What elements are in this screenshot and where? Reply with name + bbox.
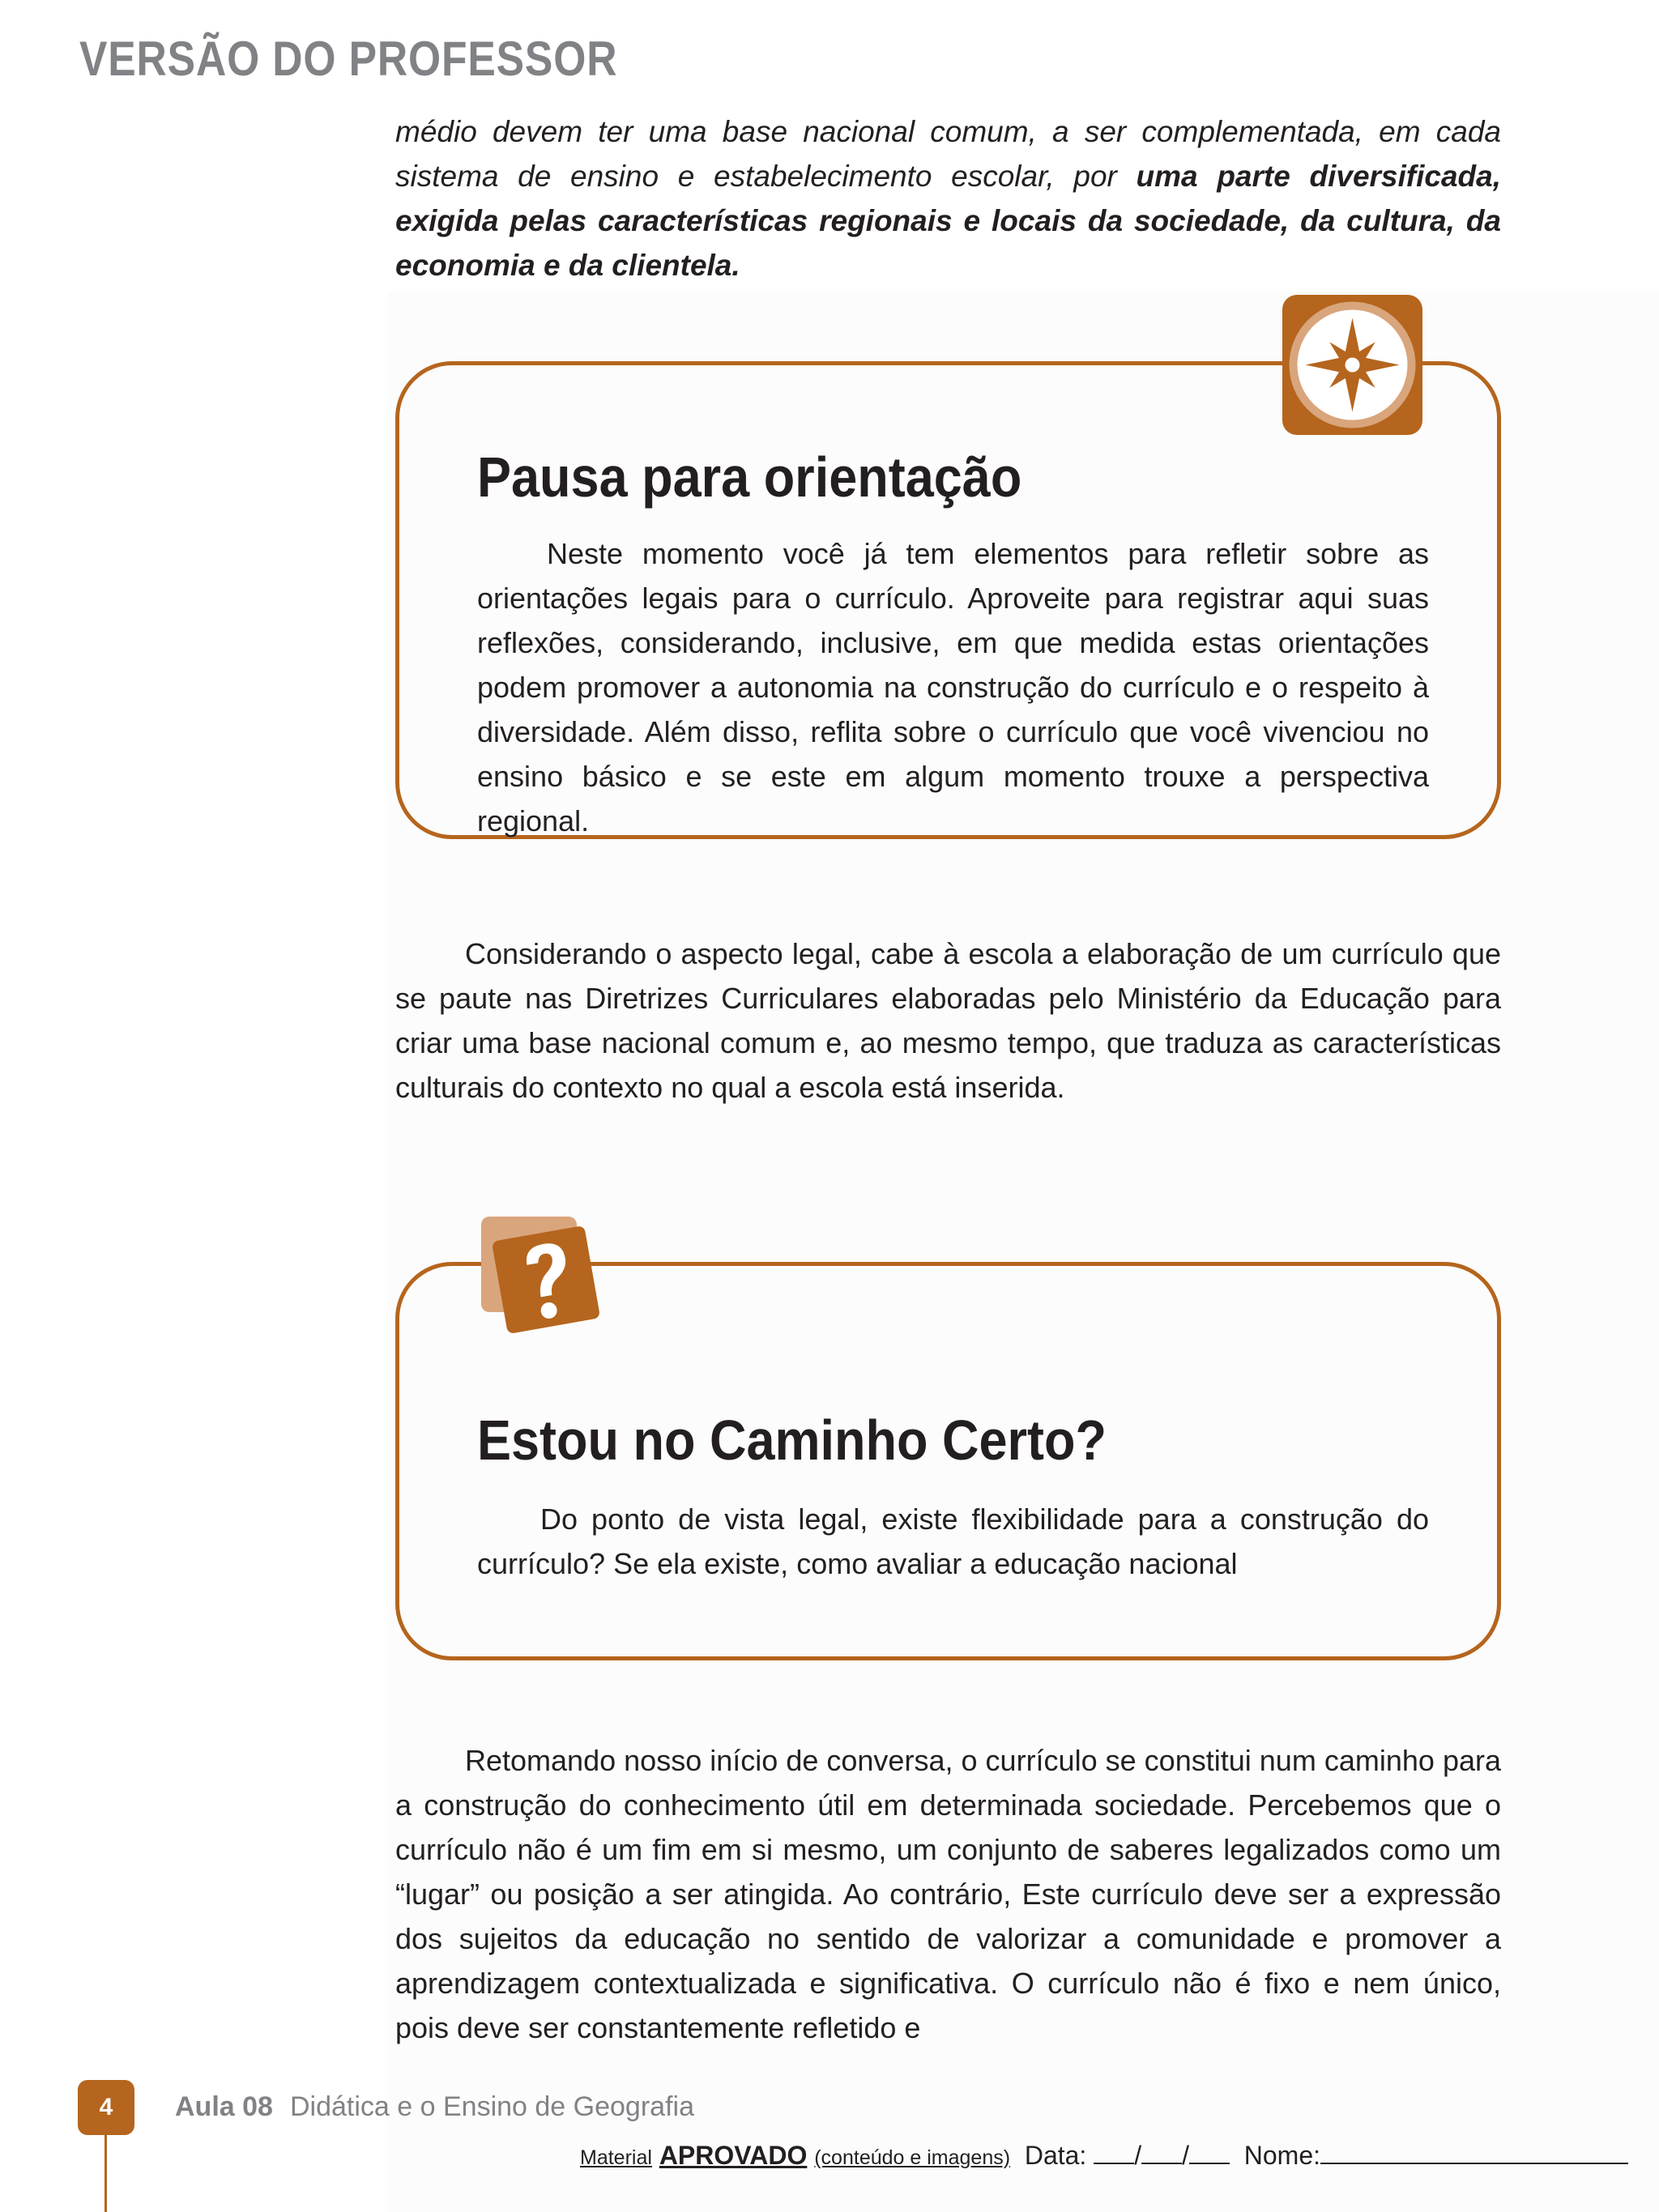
stamp-approved-label: APROVADO xyxy=(659,2141,808,2170)
intro-paragraph xyxy=(395,109,1501,288)
paragraph-2-text: Retomando nosso início de conversa, o currículo se constitui num caminho para a construção do conhecimento útil em determinada sociedade. Percebemos que o currículo não é um fim em si mesmo, um conjunto de saberes legalizados como um “lugar” ou posição a ser atingida. Ao contrário, Este currículo deve ser a expressão dos sujeitos da educação no sentido de valorizar a comunidade e promover a aprendizagem contextualizada e significativa. O currículo não é fixo e nem único, pois deve ser constantemente refletido e xyxy=(395,1744,1501,2044)
stamp-material-label: Material xyxy=(580,2146,652,2169)
paragraph-1-text: Considerando o aspecto legal, cabe à escola a elaboração de um currículo que se paute nas Diretrizes Curriculares elaboradas pelo Ministério da Educação para criar uma base nacional comum e, ao mesmo tempo, que traduza as características culturais do contexto no qual a escola está inserida. xyxy=(395,937,1501,1104)
intro-text-plain: médio devem ter uma base nacional comum, a ser complementada, em cada sistema de ensino e estabelecimento escolar, por xyxy=(395,115,1501,193)
stamp-scope-label: (conteúdo e imagens) xyxy=(814,2146,1011,2169)
page-number-line xyxy=(104,2135,107,2212)
date-separator-2: / xyxy=(1182,2141,1189,2170)
question-box-text xyxy=(477,1497,1429,1586)
date-day-blank[interactable] xyxy=(1094,2140,1134,2164)
page-header-title: VERSÃO DO PROFESSOR xyxy=(79,32,618,86)
intro-text-end: . xyxy=(731,249,740,282)
orientation-box-title: Pausa para orientação xyxy=(477,445,1022,509)
intro-text-bold: uma parte diversificada, exigida pelas características regionais e locais da sociedade, da cultura, da economia e da clientela xyxy=(395,160,1501,282)
compass-icon xyxy=(1282,295,1422,435)
paragraph-legal-aspect xyxy=(395,931,1501,1110)
stamp-name-label: Nome: xyxy=(1243,2141,1321,2170)
name-blank[interactable] xyxy=(1320,2140,1628,2164)
orientation-box-text xyxy=(477,531,1429,843)
paragraph-curriculum xyxy=(395,1738,1501,2050)
footer-subject: Didática e o Ensino de Geografia xyxy=(290,2091,694,2122)
footer-lesson: Aula 08 xyxy=(175,2091,273,2122)
orientation-box-body: Neste momento você já tem elementos para refletir sobre as orientações legais para o currículo. Aproveite para registrar aqui suas reflexões, considerando, inclusive, em que medida estas orientações podem promover a autonomia na construção do currículo e o respeito à diversidade. Além disso, reflita sobre o currículo que você vivenciou no ensino básico e se este em algum momento trouxe a perspectiva regional. xyxy=(477,537,1429,837)
date-month-blank[interactable] xyxy=(1141,2140,1182,2164)
approval-stamp xyxy=(580,2140,1628,2171)
question-mark-icon xyxy=(478,1212,604,1338)
date-separator-1: / xyxy=(1134,2141,1142,2170)
page-number-badge: 4 xyxy=(78,2080,134,2135)
question-box-body: Do ponto de vista legal, existe flexibilidade para a construção do currículo? Se ela existe, como avaliar a educação nacional xyxy=(477,1502,1429,1580)
date-year-blank[interactable] xyxy=(1189,2140,1230,2164)
question-box-title: Estou no Caminho Certo? xyxy=(477,1409,1107,1472)
stamp-date-label: Data: xyxy=(1024,2141,1087,2170)
